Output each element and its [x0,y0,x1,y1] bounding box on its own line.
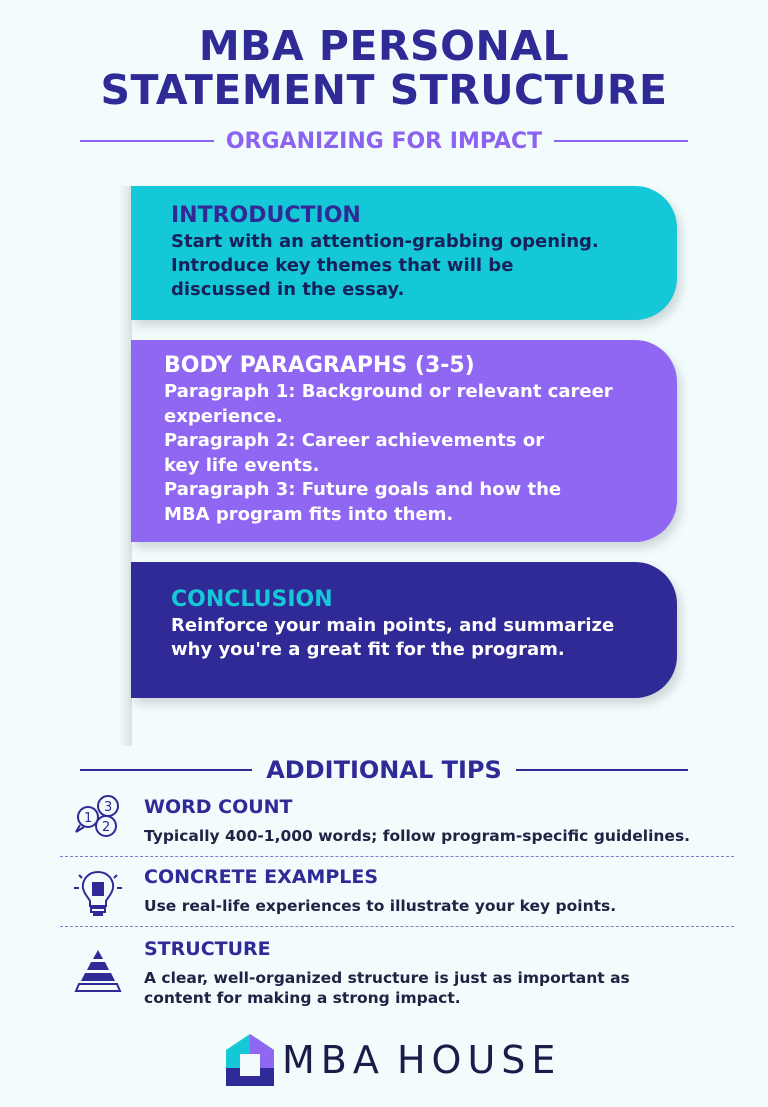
tip-title: WORD COUNT [144,796,293,818]
body-paragraphs-card [131,340,677,542]
logo-word-house: HOUSE [396,1038,562,1082]
conclusion-heading: CONCLUSION [171,587,333,612]
tip-concrete-examples [70,866,734,922]
body-line: experience. [164,405,283,427]
subtitle-row [80,124,688,158]
logo-word-mba: MBA [282,1038,385,1082]
lightbulb-puzzle-icon [70,866,126,922]
tips-heading: ADDITIONAL TIPS [266,756,502,784]
conclusion-line: why you're a great fit for the program. [171,639,565,660]
tip-title: STRUCTURE [144,938,271,960]
body-line: Paragraph 3: Future goals and how the [164,479,562,500]
logo-wordmark [282,1038,561,1082]
introduction-line: Introduce key themes that will be [171,255,514,276]
body-line: Paragraph 1: Background or relevant career [164,381,613,402]
svg-text:1: 1 [84,811,93,826]
conclusion-card [131,562,677,698]
page-title [0,24,768,112]
introduction-line: discussed in the essay. [171,279,405,300]
introduction-heading: INTRODUCTION [171,203,361,228]
tip-word-count [70,796,734,852]
mba-house-logo [224,1030,564,1090]
body-paragraphs-heading: BODY PARAGRAPHS (3-5) [164,353,475,378]
tip-structure [70,938,734,1010]
tip-divider [60,856,734,857]
body-line: Paragraph 2: Career achievements or [164,430,545,451]
tip-text: Typically 400-1,000 words; follow program-specific guidelines. [144,827,691,845]
tip-text: A clear, well-organized structure is just as important as [144,969,630,987]
body-line: key life events. [164,454,320,476]
title-line-2: STATEMENT STRUCTURE [100,66,668,114]
svg-text:3: 3 [104,800,113,815]
house-icon [224,1032,276,1088]
page-subtitle: ORGANIZING FOR IMPACT [225,128,543,154]
pyramid-icon [70,942,126,998]
tip-text: content for making a strong impact. [144,989,461,1007]
introduction-line: Start with an attention-grabbing opening. [171,231,599,252]
body-line: MBA program fits into them. [164,503,454,525]
title-line-1: MBA PERSONAL [198,22,570,70]
numbers-chat-icon [70,792,126,848]
subtitle-rule-right [554,140,688,142]
introduction-card [131,186,677,320]
cards-shadow [118,186,132,746]
tip-divider [60,926,734,927]
tip-text: Use real-life experiences to illustrate your key points. [144,897,617,915]
tips-header-row [80,754,688,786]
svg-text:2: 2 [102,820,111,835]
tips-rule-right [516,769,688,771]
conclusion-line: Reinforce your main points, and summarize [171,615,615,636]
tip-title: CONCRETE EXAMPLES [144,866,379,888]
tips-rule-left [80,769,252,771]
subtitle-rule-left [80,140,214,142]
